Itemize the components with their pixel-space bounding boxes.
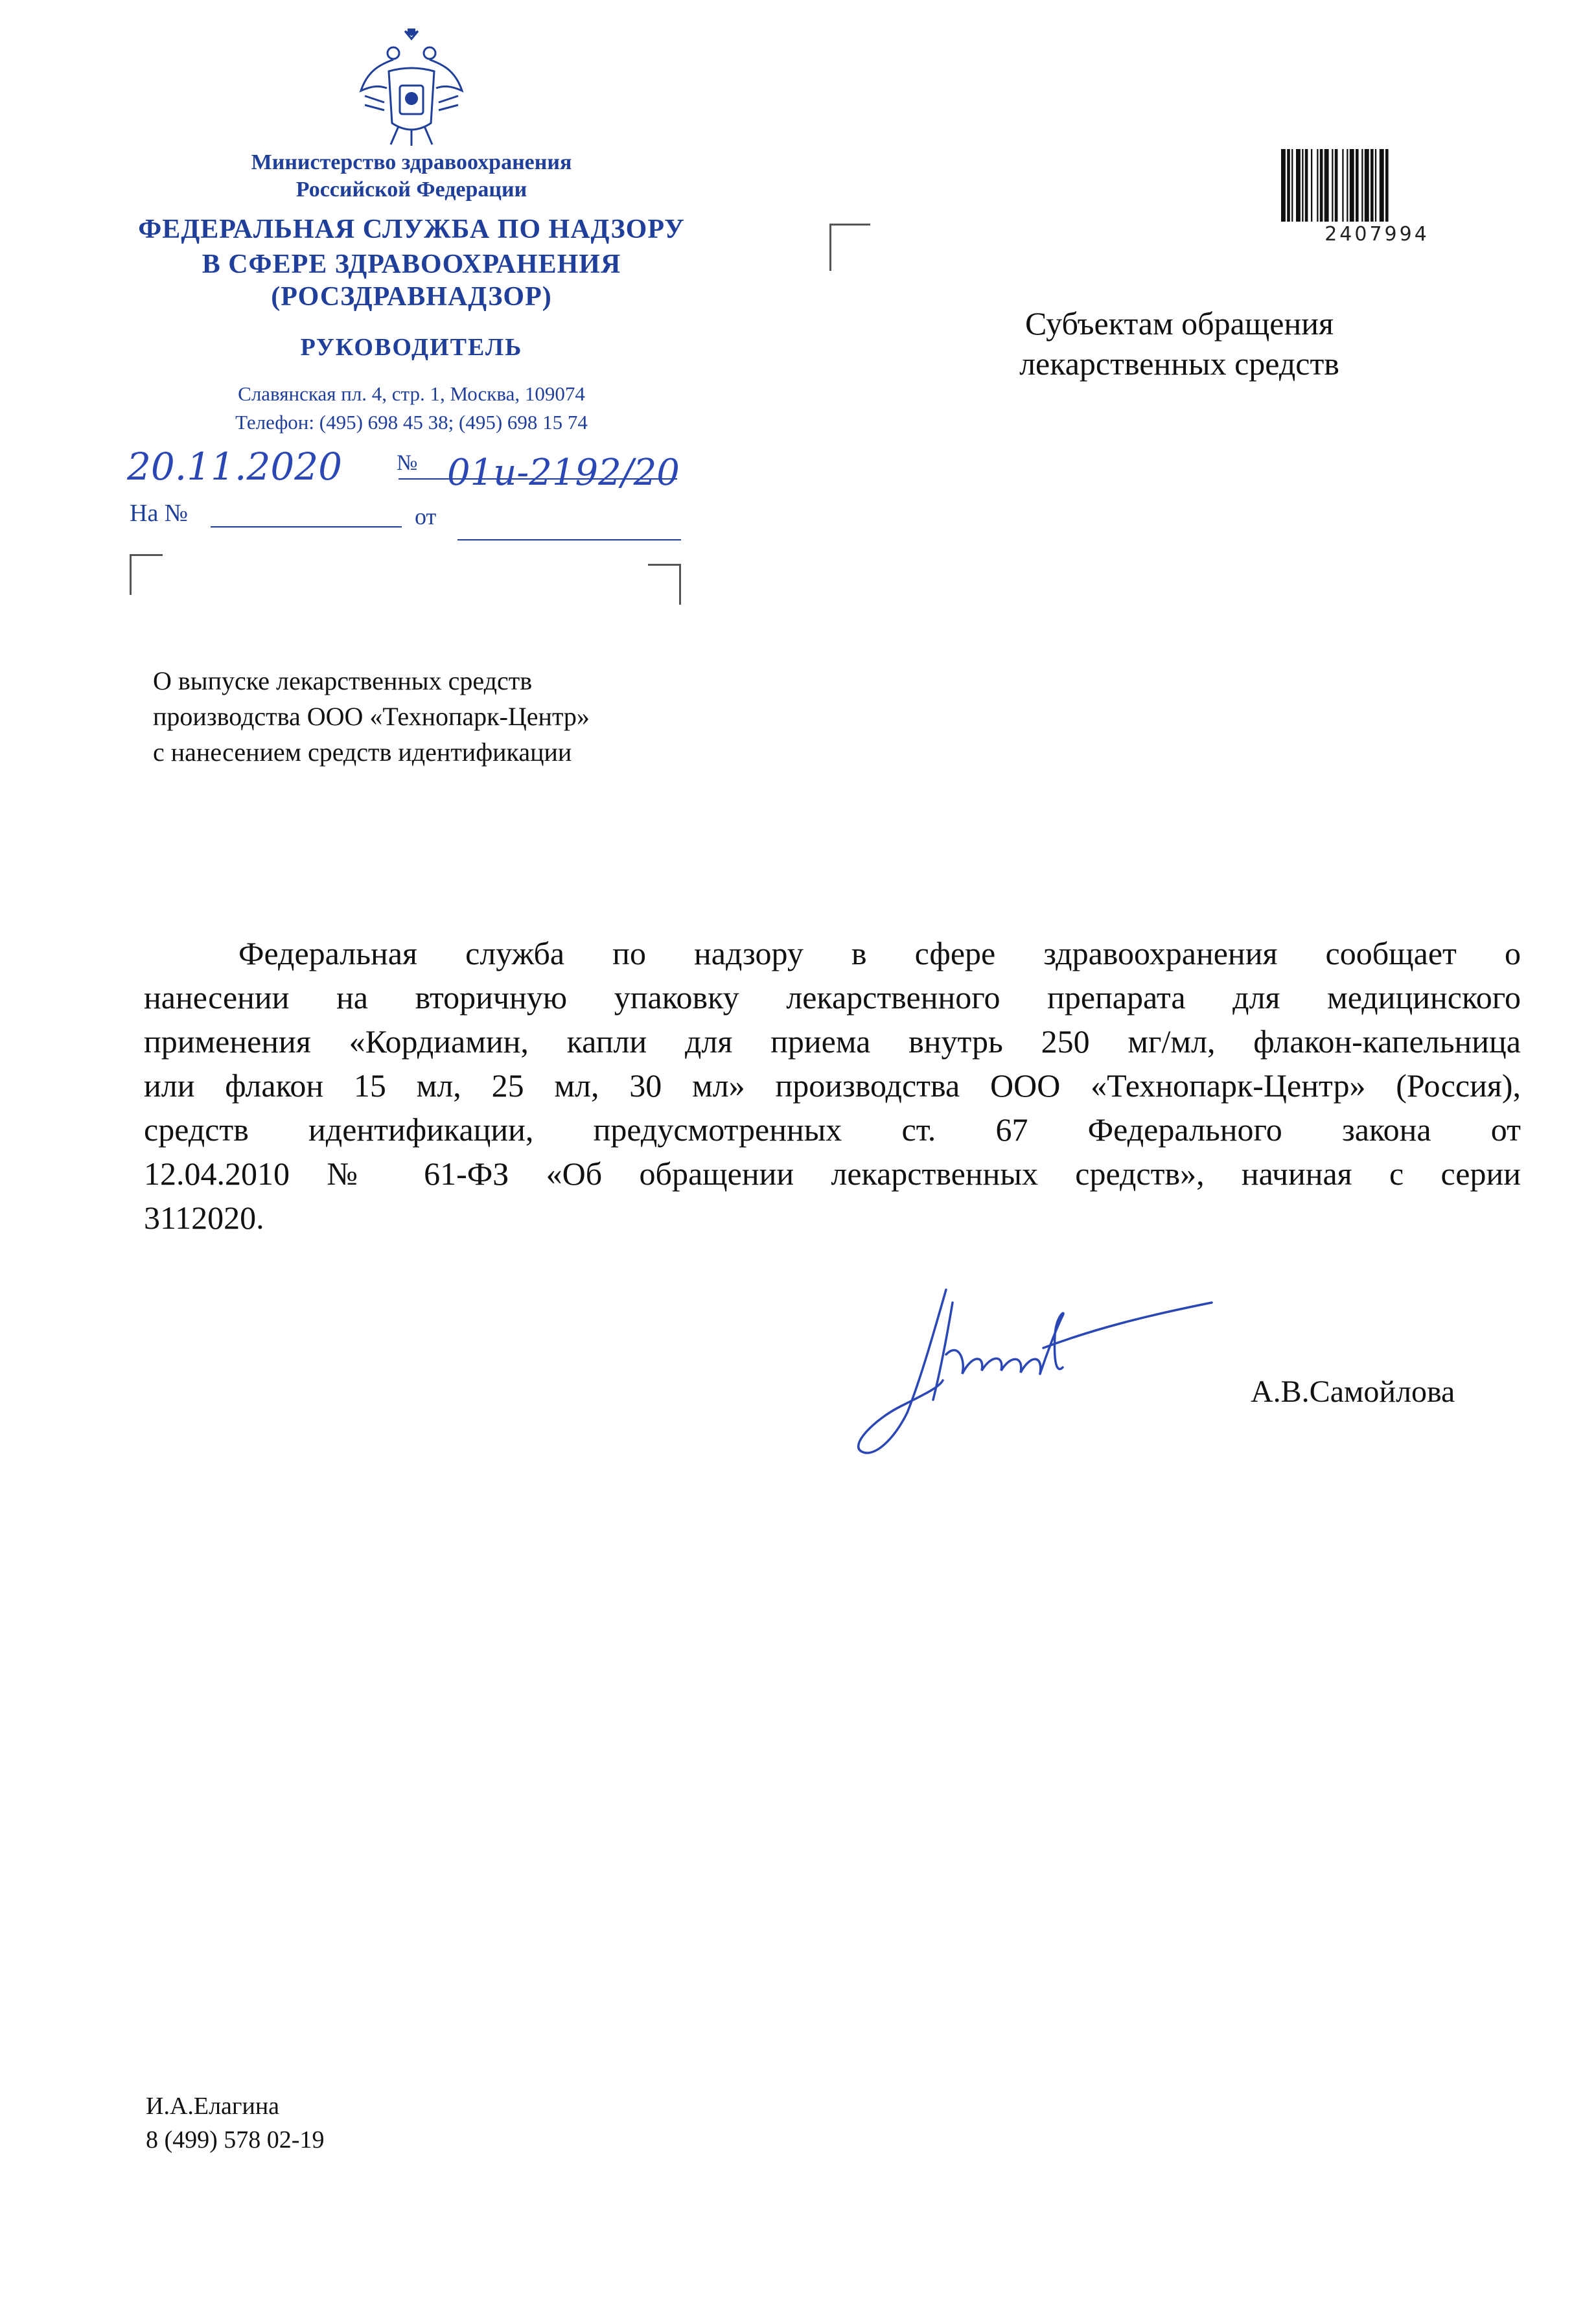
- registration-date: [124, 441, 397, 493]
- body-line: средств идентификации, предусмотренных ст. 67 Федерального закона от: [144, 1111, 1521, 1148]
- body-line: 3112020.: [144, 1200, 264, 1236]
- barcode-bar: [1296, 149, 1301, 222]
- address: Славянская пл. 4, стр. 1, Москва, 109074: [238, 382, 585, 405]
- registration-number: [428, 434, 816, 505]
- body-line: или флакон 15 мл, 25 мл, 30 мл» производства ООО «Технопарк-Центр» (Россия),: [144, 1067, 1521, 1104]
- barcode-bar: [1365, 149, 1369, 222]
- body-line: 12.04.2010 № 61-ФЗ «Об обращении лекарственных средств», начиная с серии: [144, 1155, 1521, 1192]
- barcode-bar: [1361, 149, 1363, 222]
- recipient-line2: лекарственных средств: [1019, 345, 1339, 382]
- barcode-bar: [1385, 149, 1389, 222]
- barcode-bar: [1375, 149, 1376, 222]
- barcode-bar: [1324, 149, 1329, 222]
- address-corner-mark-left: [130, 554, 163, 595]
- service-name-line2: В СФЕРЕ ЗДРАВООХРАНЕНИЯ: [202, 250, 621, 279]
- ministry-name-line2: Российской Федерации: [295, 178, 527, 202]
- barcode-number: 2407994: [1324, 223, 1429, 246]
- barcode-bar: [1350, 149, 1354, 222]
- barcode-bar: [1332, 149, 1333, 222]
- number-label: №: [397, 451, 418, 475]
- address-corner-mark-right: [648, 564, 681, 605]
- barcode-bar: [1287, 149, 1290, 222]
- handwritten-signature: [849, 1277, 1225, 1471]
- executor-phone: 8 (499) 578 02-19: [146, 2126, 325, 2153]
- barcode-bar: [1291, 149, 1293, 222]
- barcode-bar: [1342, 149, 1343, 222]
- barcode-bar: [1370, 149, 1374, 222]
- head-title: РУКОВОДИТЕЛЬ: [300, 334, 523, 361]
- ministry-name-line1: Министерство здравоохранения: [251, 150, 572, 174]
- barcode-bar: [1317, 149, 1318, 222]
- barcode: [1280, 149, 1474, 222]
- service-name-line1: ФЕДЕРАЛЬНАЯ СЛУЖБА ПО НАДЗОРУ: [138, 215, 685, 244]
- body-line: Федеральная служба по надзору в сфере здравоохранения сообщает о: [238, 935, 1521, 971]
- barcode-bar: [1305, 149, 1308, 222]
- barcode-bar: [1347, 149, 1348, 222]
- recipient-corner-mark: [829, 224, 870, 271]
- svg-text:20.11.2020: 20.11.2020: [127, 445, 343, 489]
- subject-line3: с нанесением средств идентификации: [153, 737, 572, 767]
- body-line: применения «Кордиамин, капли для приема внутрь 250 мг/мл, флакон-капельница: [144, 1023, 1521, 1060]
- reference-number-label: На №: [130, 500, 189, 527]
- reference-from-label: от: [415, 504, 437, 529]
- barcode-bar: [1320, 149, 1323, 222]
- reference-date-line: [457, 539, 681, 540]
- barcode-bar: [1380, 149, 1384, 222]
- signer-name: А.В.Самойлова: [1251, 1375, 1455, 1409]
- recipient-line1: Субъектам обращения: [1025, 305, 1334, 342]
- svg-text:01и-2192/20: 01и-2192/20: [447, 452, 680, 494]
- subject-line2: производства ООО «Технопарк-Центр»: [153, 702, 590, 731]
- executor-name: И.А.Елагина: [146, 2093, 280, 2120]
- barcode-bar: [1311, 149, 1312, 222]
- subject-line1: О выпуске лекарственных средств: [153, 666, 533, 695]
- barcode-bar: [1302, 149, 1303, 222]
- service-name-line3: (РОСЗДРАВНАДЗОР): [271, 282, 552, 312]
- barcode-bar: [1335, 149, 1338, 222]
- barcode-bar: [1281, 149, 1286, 222]
- phone: Телефон: (495) 698 45 38; (495) 698 15 74: [235, 411, 588, 434]
- barcode-bar: [1356, 149, 1359, 222]
- body-line: нанесении на вторичную упаковку лекарственного препарата для медицинского: [144, 979, 1521, 1016]
- coat-of-arms-emblem: [353, 26, 470, 149]
- reference-number-line: [211, 526, 402, 528]
